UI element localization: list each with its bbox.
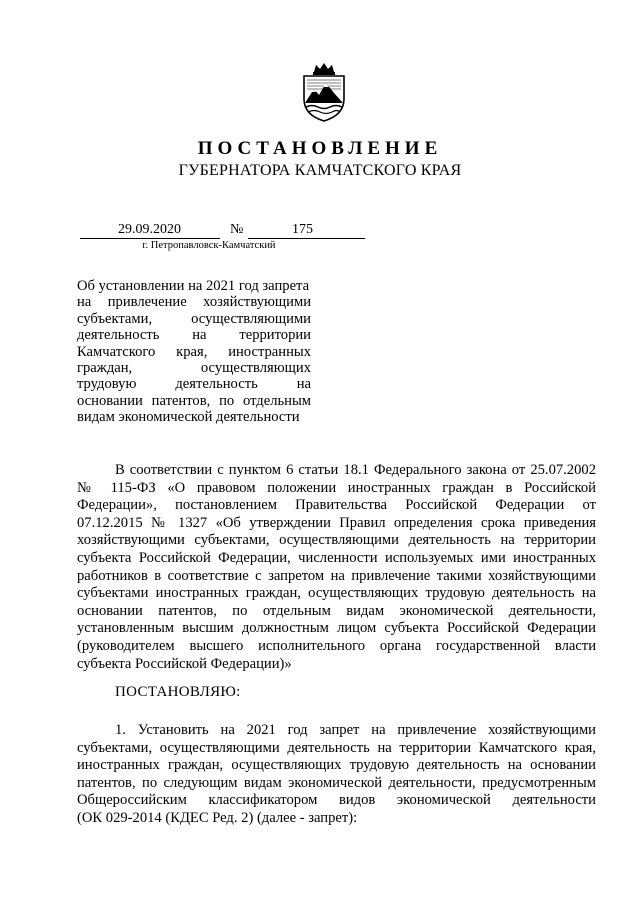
- paragraph-line: № 115-ФЗ «О правовом положении иностранных граждан в Российской: [77, 479, 596, 496]
- issuer-name: ГУБЕРНАТОРА КАМЧАТСКОГО КРАЯ: [178, 162, 462, 179]
- paragraph-line: Федерации», постановлением Правительства Российской Федерации от: [77, 497, 596, 514]
- subject-line: Об установлении на 2021 год запрета: [77, 278, 310, 294]
- date-number-line: [80, 222, 365, 240]
- paragraph-line: субъекта Российской Федерации, численности используемых ими иностранных: [77, 549, 596, 566]
- subject-line: на привлечение хозяйствующими: [77, 294, 311, 311]
- subject-line: граждан, осуществляющих: [77, 359, 311, 376]
- city-name: г. Петропавловск-Камчатский: [142, 240, 276, 251]
- number-underline: [248, 238, 365, 239]
- paragraph-line: В соответствии с пунктом 6 статьи 18.1 Федерального закона от 25.07.2002: [115, 462, 596, 478]
- paragraph-line: субъектами, осуществляющими деятельность на территории Камчатского края,: [77, 739, 596, 756]
- kamchatka-coat-of-arms-icon: [298, 63, 350, 123]
- decree-word: ПОСТАНОВЛЯЮ:: [115, 684, 241, 700]
- number-sign: №: [230, 222, 244, 237]
- document-number: 175: [292, 222, 313, 237]
- date-underline: [80, 238, 220, 239]
- subject-line: основании патентов, по отдельным: [77, 392, 311, 409]
- subject-line: трудовую деятельность на: [77, 376, 311, 393]
- paragraph-line: патентов, по следующим видам экономической деятельности, предусмотренным: [77, 774, 596, 791]
- subject-line: видам экономической деятельности: [77, 409, 300, 426]
- subject-line: деятельность на территории: [77, 327, 311, 344]
- subject-line: Камчатского края, иностранных: [77, 343, 311, 360]
- paragraph-line: установленным высшим должностным лицом субъекта Российской Федерации: [77, 620, 596, 637]
- paragraph-line: 1. Установить на 2021 год запрет на привлечение хозяйствующими: [115, 722, 596, 738]
- document-subject: [77, 278, 311, 426]
- paragraph-line: 07.12.2015 № 1327 «Об утверждении Правил определения срока приведения: [77, 514, 596, 531]
- paragraph-line: субъектами иностранных граждан, осуществляющих трудовую деятельность на: [77, 585, 596, 602]
- item-1-paragraph: [77, 722, 596, 828]
- paragraph-line: (руководителем высшего исполнительного органа государственной власти: [77, 637, 596, 654]
- subject-line: субъектами, осуществляющими: [77, 310, 311, 327]
- document-date: 29.09.2020: [118, 222, 181, 237]
- paragraph-line: работников в соответствие с запретом на привлечение такими хозяйствующими: [77, 567, 596, 584]
- paragraph-line: хозяйствующими субъектами, осуществляющими деятельность на территории: [77, 532, 596, 549]
- paragraph-line: Общероссийским классификатором видов экономической деятельности: [77, 792, 596, 809]
- paragraph-line: основании патентов, по отдельным видам экономической деятельности,: [77, 602, 596, 619]
- preamble-paragraph: [77, 462, 596, 673]
- paragraph-line: иностранных граждан, осуществляющих трудовую деятельность на основании: [77, 757, 596, 774]
- paragraph-line: (ОК 029-2014 (КДЕС Ред. 2) (далее - запрет):: [77, 809, 358, 826]
- document-title: ПОСТАНОВЛЕНИЕ: [197, 138, 443, 159]
- paragraph-line: субъекта Российской Федерации)»: [77, 655, 292, 672]
